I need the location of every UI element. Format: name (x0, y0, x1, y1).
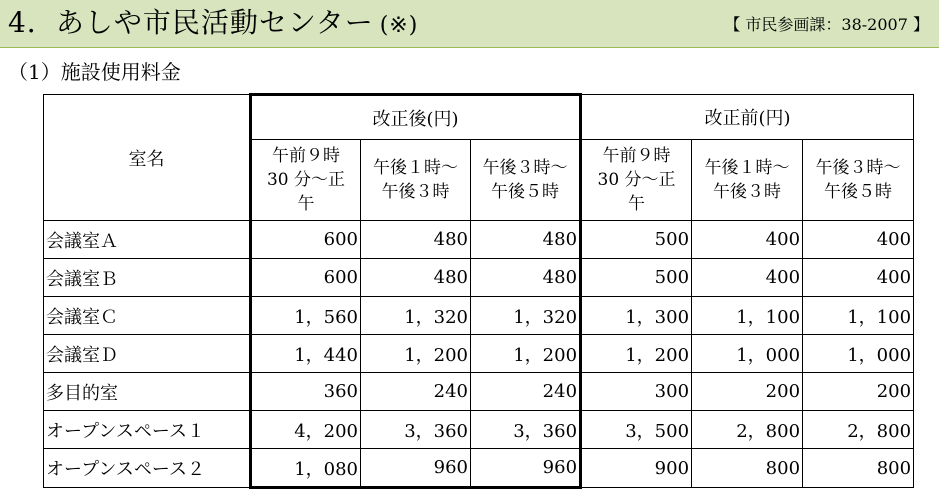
fee-cell-before: 400 (692, 259, 803, 297)
slot-header-line: 30 分～正 (266, 170, 346, 190)
room-name-cell: 会議室Ａ (44, 221, 251, 259)
fee-cell-after: 3，360 (471, 411, 581, 449)
fee-cell-before: 500 (581, 221, 692, 259)
slot-header-line: 午後３時～ (815, 158, 901, 178)
fee-cell-after: 1，560 (251, 297, 361, 335)
room-name-cell: オープンスペース１ (44, 411, 251, 449)
fee-cell-after: 240 (361, 373, 471, 411)
group-header-after: 改正後(円) (251, 95, 581, 140)
fee-table (43, 93, 914, 489)
group-header-before: 改正前(円) (581, 95, 914, 140)
fee-cell-after: 3，360 (361, 411, 471, 449)
table-row (44, 335, 914, 373)
slot-header-line: 午 (628, 194, 646, 214)
section-header-bar (0, 0, 939, 48)
fee-cell-before: 800 (692, 449, 803, 488)
table-row (44, 221, 914, 259)
fee-cell-after: 480 (471, 221, 581, 259)
fee-cell-before: 2，800 (803, 411, 914, 449)
fee-cell-after: 960 (361, 449, 471, 488)
fee-cell-after: 1，320 (361, 297, 471, 335)
fee-cell-before: 900 (581, 449, 692, 488)
department-contact: 【 市民参画課：38-2007 】 (724, 15, 929, 34)
slot-header-after-2 (361, 140, 471, 221)
slot-header-after-1 (251, 140, 361, 221)
fee-cell-after: 4，200 (251, 411, 361, 449)
table-row (44, 373, 914, 411)
slot-header-line: 午前９時 (602, 146, 671, 166)
fee-cell-after: 1，200 (361, 335, 471, 373)
table-row (44, 259, 914, 297)
fee-cell-before: 1，100 (692, 297, 803, 335)
table-row (44, 449, 914, 488)
fee-cell-after: 1，200 (471, 335, 581, 373)
slot-header-line: 午後５時 (491, 182, 560, 202)
fee-cell-after: 600 (251, 221, 361, 259)
slot-header-line: 午後３時～ (482, 158, 568, 178)
slot-header-line: 午後５時 (824, 182, 893, 202)
fee-cell-before: 400 (692, 221, 803, 259)
room-name-cell: 多目的室 (44, 373, 251, 411)
title-note: (※) (379, 13, 419, 38)
slot-header-line: 午後３時 (381, 182, 450, 202)
room-name-cell: 会議室Ｄ (44, 335, 251, 373)
slot-header-line: 午後１時～ (704, 158, 790, 178)
table-row (44, 411, 914, 449)
fee-cell-before: 400 (803, 259, 914, 297)
slot-header-after-3 (471, 140, 581, 221)
slot-header-line: 午前９時 (272, 146, 340, 166)
slot-header-before-1 (581, 140, 692, 221)
fee-cell-before: 2，800 (692, 411, 803, 449)
section-title: （1）施設使用料金 (8, 60, 181, 84)
page-title-text: 4．あしや市民活動センター (8, 6, 374, 39)
room-name-cell: 会議室Ｃ (44, 297, 251, 335)
fee-cell-before: 400 (803, 221, 914, 259)
table-row (44, 297, 914, 335)
slot-header-before-2 (692, 140, 803, 221)
slot-header-line: 30 分～正 (597, 170, 676, 190)
room-name-cell: 会議室Ｂ (44, 259, 251, 297)
slot-header-line: 午後１時～ (373, 158, 458, 178)
fee-cell-after: 240 (471, 373, 581, 411)
fee-cell-after: 1，320 (471, 297, 581, 335)
slot-header-line: 午 (297, 194, 315, 214)
room-name-header: 室名 (44, 95, 251, 221)
slot-header-before-3 (803, 140, 914, 221)
fee-cell-after: 600 (251, 259, 361, 297)
fee-cell-after: 480 (361, 221, 471, 259)
slot-header-line: 午後３時 (713, 182, 782, 202)
fee-cell-after: 960 (471, 449, 581, 488)
fee-cell-before: 1，000 (692, 335, 803, 373)
fee-cell-after: 360 (251, 373, 361, 411)
fee-cell-before: 300 (581, 373, 692, 411)
room-name-cell: オープンスペース２ (44, 449, 251, 488)
header-row-groups (44, 95, 914, 140)
fee-cell-before: 1，000 (803, 335, 914, 373)
fee-cell-after: 480 (471, 259, 581, 297)
fee-cell-after: 1，080 (251, 449, 361, 488)
fee-cell-before: 1，200 (581, 335, 692, 373)
fee-cell-before: 3，500 (581, 411, 692, 449)
fee-cell-before: 800 (803, 449, 914, 488)
fee-cell-after: 1，440 (251, 335, 361, 373)
fee-cell-before: 500 (581, 259, 692, 297)
fee-cell-before: 200 (803, 373, 914, 411)
fee-cell-before: 200 (692, 373, 803, 411)
page-title (8, 5, 418, 44)
fee-cell-before: 1，300 (581, 297, 692, 335)
fee-cell-before: 1，100 (803, 297, 914, 335)
fee-cell-after: 480 (361, 259, 471, 297)
